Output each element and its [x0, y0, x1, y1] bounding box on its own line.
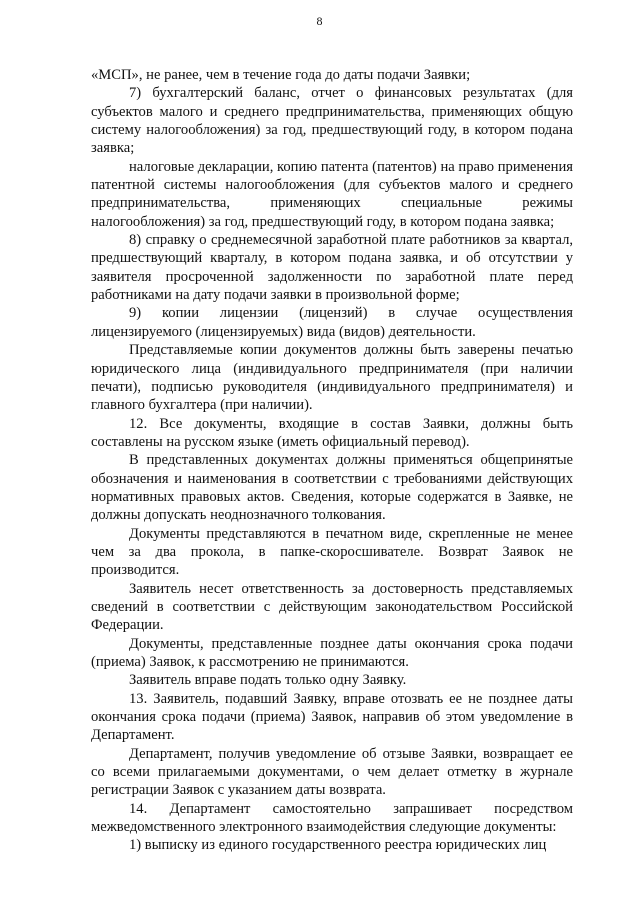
paragraph-copies-certification: Представляемые копии документов должны быть заверены печатью юридического лица (индивидуального предпринимателя (при наличии печати), подписью руководителя (индивидуального предпринимателя) и главного бухгалтера (при наличии).: [91, 342, 573, 414]
paragraph-item-7-balance: 7) бухгалтерский баланс, отчет о финансовых результатах (для субъектов малого и среднего предпринимательства, применяющих общую систему налогообложения) за год, предшествующий году, в котором подана заявка;: [91, 85, 573, 157]
paragraph-section-14-requests: 14. Департамент самостоятельно запрашивает посредством межведомственного электронного взаимодействия следующие документы:: [91, 800, 573, 836]
document-body: [91, 66, 573, 855]
paragraph-section-13-withdrawal: 13. Заявитель, подавший Заявку, вправе отозвать ее не позднее даты окончания срока подачи (приема) Заявок, направив об этом уведомление в Департамент.: [91, 690, 573, 744]
paragraph-department-return: Департамент, получив уведомление об отзыве Заявки, возвращает ее со всеми прилагаемыми документами, о чем делает отметку в журнале регистрации Заявок с указанием даты возврата.: [91, 745, 573, 799]
paragraph-responsibility: Заявитель несет ответственность за достоверность представляемых сведений в соответствии с действующим законодательством Российской Федерации.: [91, 580, 573, 634]
paragraph-notation: В представленных документах должны применяться общепринятые обозначения и наименования в соответствии с требованиями действующих нормативных правовых актов. Сведения, которые содержатся в Заявке, не должны допускать неоднозначного толкования.: [91, 452, 573, 524]
paragraph-one-application: Заявитель вправе подать только одну Заявку.: [129, 672, 407, 689]
paragraph-item-1-extract: 1) выписку из единого государственного реестра юридических лиц: [129, 837, 547, 854]
paragraph-item-9-licenses: 9) копии лицензии (лицензий) в случае осуществления лицензируемого (лицензируемых) вида (видов) деятельности.: [91, 305, 573, 340]
paragraph-late-documents: Документы, представленные позднее даты окончания срока подачи (приема) Заявок, к рассмотрению не принимаются.: [91, 635, 573, 670]
paragraph-item-8-salary: 8) справку о среднемесячной заработной плате работников за квартал, предшествующий кварталу, в котором подана заявка, и об отсутствии у заявителя просроченной задолженности по заработной плате перед работниками на дату подачи заявки в произвольной форме;: [91, 232, 573, 304]
paragraph-msp-continuation: «МСП», не ранее, чем в течение года до даты подачи Заявки;: [91, 67, 471, 83]
paragraph-tax-declarations: налоговые декларации, копию патента (патентов) на право применения патентной системы налогообложения (для субъектов малого и среднего предпринимательства, применяющих специальные режимы налогообложения) за год, предшествующий году, в котором подана заявка;: [91, 158, 573, 230]
paragraph-section-12-language: 12. Все документы, входящие в состав Заявки, должны быть составлены на русском языке (иметь официальный перевод).: [91, 415, 573, 450]
page-number: 8: [316, 14, 323, 28]
paragraph-printed-form: Документы представляются в печатном виде, скрепленные не менее чем за два прокола, в папке-скоросшивателе. Возврат Заявок не производится.: [91, 525, 573, 579]
